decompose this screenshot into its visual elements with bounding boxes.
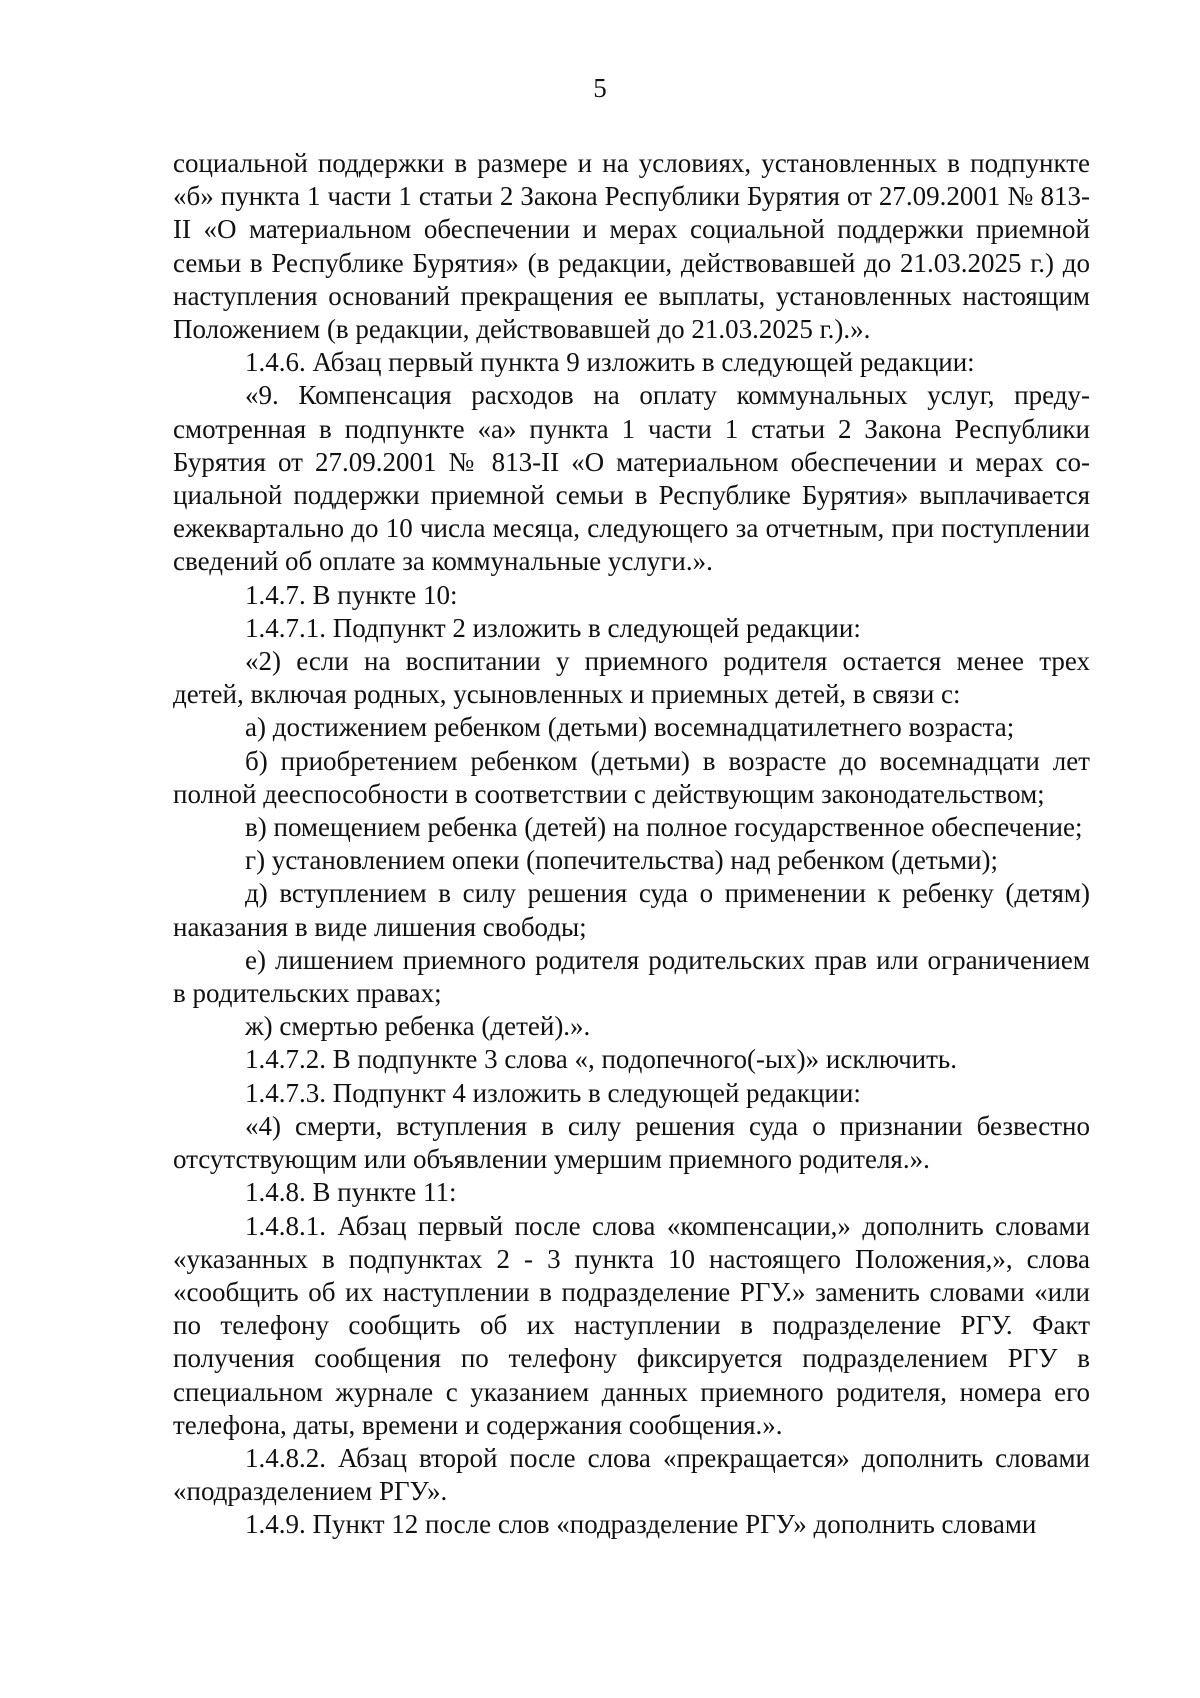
list-item-zh: ж) смертью ребенка (детей).».: [245, 1011, 591, 1042]
paragraph-quote-2: «2) если на воспитании у приемного родителя остается менее трех детей, включая родных, усыновленных и приемных детей, в связи с:: [173, 646, 1090, 710]
paragraph-1-4-6: 1.4.6. Абзац первый пункта 9 изложить в следующей редакции:: [245, 347, 975, 378]
paragraph-quote-9: «9. Компенсация расходов на оплату коммунальных услуг, предусмотренная в подпункте «а» пункта 1 части 1 статьи 2 Закона Республики Бурятия от 27.09.2001 № 813-II «О материальном обеспечении и мерах социальной поддержки приемной семьи в Республике Бурятия» выплачивается ежеквартально до 10 числа месяца, следующего за отчетным, при поступлении сведений об оплате за коммунальные услуги.».: [173, 380, 1090, 577]
paragraph-continuation: социальной поддержки в размере и на условиях, установленных в подпункте «б» пункта 1 части 1 статьи 2 Закона Республики Бурятия от 27.09.2001 № 813-II «О материальном обеспечении и мерах социальной поддержки приемной семьи в Республике Бурятия» (в редакции, действовавшей до 21.03.2025 г.) до наступления оснований прекращения ее выплаты, установленных настоящим Положением (в редакции, действовавшей до 21.03.2025 г.).».: [173, 148, 1090, 345]
list-item-g: г) установлением опеки (попечительства) над ребенком (детьми);: [245, 845, 999, 876]
paragraph-1-4-7-3: 1.4.7.3. Подпункт 4 изложить в следующей редакции:: [245, 1077, 861, 1108]
paragraph-1-4-7-1: 1.4.7.1. Подпункт 2 изложить в следующей редакции:: [245, 612, 861, 643]
paragraph-1-4-8-2: 1.4.8.2. Абзац второй после слова «прекращается» дополнить словами «подразделением РГУ».: [173, 1442, 1090, 1507]
list-item-d: д) вступлением в силу решения суда о применении к ребенку (детям) наказания в виде лишения свободы;: [173, 878, 1090, 942]
paragraph-1-4-8: 1.4.8. В пункте 11:: [245, 1177, 457, 1208]
paragraph-1-4-9: 1.4.9. Пункт 12 после слов «подразделение РГУ» дополнить словами: [245, 1509, 1037, 1540]
paragraph-quote-4: «4) смерти, вступления в силу решения суда о признании безвестно отсутствующим или объявлении умершим приемного родителя.».: [173, 1110, 1090, 1175]
list-item-e: е) лишением приемного родителя родительских прав или ограничением в родительских правах;: [173, 944, 1090, 1009]
paragraph-1-4-7-2: 1.4.7.2. В подпункте 3 слова «, подопечного(-ых)» исключить.: [245, 1044, 957, 1075]
document-body: [173, 147, 1090, 1542]
paragraph-1-4-8-1: 1.4.8.1. Абзац первый после слова «компенсации,» дополнить словами «указанных в подпунктах 2 - 3 пункта 10 настоящего Положения,», слова «сообщить об их наступлении в подразделение РГУ.» заменить словами «или по телефону сообщить об их наступлении в подразделение РГУ. Факт получения сообщения по телефону фиксируется подразделением РГУ в специальном журнале с указанием данных приемного родителя, номера его телефона, даты, времени и содержания сообщения.».: [173, 1210, 1090, 1440]
page-number: 5: [593, 73, 607, 103]
list-item-a: а) достижением ребенком (детьми) восемнадцатилетнего возраста;: [245, 712, 1015, 743]
paragraph-1-4-7: 1.4.7. В пункте 10:: [245, 579, 458, 610]
list-item-v: в) помещением ребенка (детей) на полное государственное обеспечение;: [245, 812, 1083, 843]
list-item-b: б) приобретением ребенком (детьми) в возрасте до восемнадцати лет полной дееспособности в соответствии с действующим законодательством;: [173, 745, 1090, 809]
